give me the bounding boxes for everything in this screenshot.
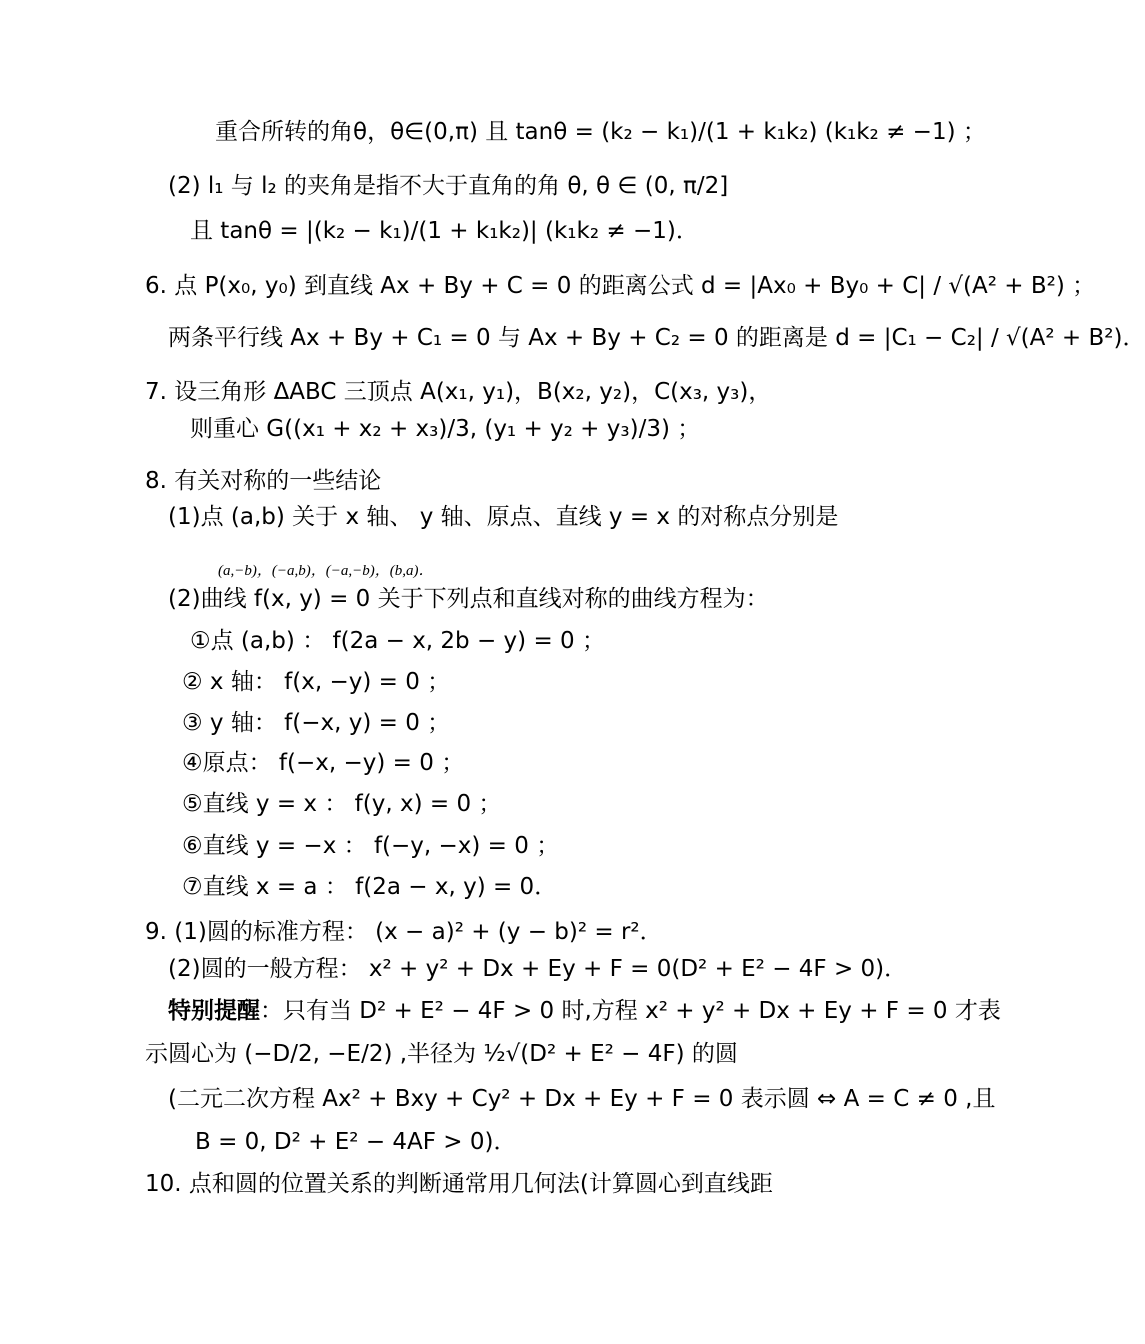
line-sym-y-axis: ③ y 轴： f(−x, y) = 0 ； <box>182 710 451 736</box>
line-quadratic-conditions: B = 0, D² + E² − 4AF > 0)． <box>195 1129 517 1155</box>
line-sym-y-eq-x: ⑤直线 y = x ： f(y, x) = 0 ； <box>182 791 502 817</box>
line-angle-range: 重合所转的角θ，θ∈(0,π) 且 tanθ = (k₂ − k₁)/(1 + k₁k₂) (k₁k₂ ≠ −1) ； <box>215 119 986 145</box>
line-included-angle: (2) l₁ 与 l₂ 的夹角是指不大于直角的角 θ, θ ∈ (0, π/2] <box>168 173 729 199</box>
line-sym-x-eq-a: ⑦直线 x = a ： f(2a − x, y) = 0． <box>182 874 558 900</box>
line-sym-origin: ④原点： f(−x, −y) = 0 ； <box>182 750 465 776</box>
line-included-angle-tan: 且 tanθ = |(k₂ − k₁)/(1 + k₁k₂)| (k₁k₂ ≠ −1)． <box>190 218 699 244</box>
line-triangle-vertices: 7. 设三角形 ΔABC 三顶点 A(x₁, y₁)，B(x₂, y₂)，C(x₃, y₃)， <box>145 379 772 405</box>
line-quadratic-circle: (二元二次方程 Ax² + Bxy + Cy² + Dx + Ey + F = 0 表示圆 ⇔ A = C ≠ 0 ,且 <box>168 1086 996 1112</box>
line-point-symmetry-results: (a,−b)，(−a,b)，(−a,−b)，(b,a)． <box>218 563 434 579</box>
line-circle-general: (2)圆的一般方程： x² + y² + Dx + Ey + F = 0(D² + E² − 4F > 0)． <box>168 956 908 982</box>
line-sym-y-eq-neg-x: ⑥直线 y = −x ： f(−y, −x) = 0 ； <box>182 833 560 859</box>
line-curve-symmetry: (2)曲线 f(x, y) = 0 关于下列点和直线对称的曲线方程为： <box>168 586 769 612</box>
line-parallel-distance: 两条平行线 Ax + By + C₁ = 0 与 Ax + By + C₂ = 0 的距离是 d = |C₁ − C₂| / √(A² + B²)． <box>168 325 1145 351</box>
line-point-line-distance: 6. 点 P(x₀, y₀) 到直线 Ax + By + C = 0 的距离公式 d = |Ax₀ + By₀ + C| / √(A² + B²) ； <box>145 273 1096 299</box>
line-point-circle-relation: 10. 点和圆的位置关系的判断通常用几何法(计算圆心到直线距 <box>145 1171 773 1197</box>
line-symmetry-heading: 8. 有关对称的一些结论 <box>145 468 382 494</box>
line-point-symmetry: (1)点 (a,b) 关于 x 轴、 y 轴、原点、直线 y = x 的对称点分别是 <box>168 504 839 530</box>
line-circle-standard: 9. (1)圆的标准方程： (x − a)² + (y − b)² = r²． <box>145 919 663 945</box>
line-circle-center-radius: 示圆心为 (−D/2, −E/2) ,半径为 ½√(D² + E² − 4F) 的圆 <box>145 1041 738 1067</box>
line-sym-point: ①点 (a,b) ： f(2a − x, 2b − y) = 0 ； <box>190 628 605 654</box>
line-special-note: 特别提醒：只有当 D² + E² − 4F > 0 时,方程 x² + y² + Dx + Ey + F = 0 才表 <box>168 998 1001 1024</box>
line-sym-x-axis: ② x 轴： f(x, −y) = 0 ； <box>182 669 451 695</box>
line-centroid: 则重心 G((x₁ + x₂ + x₃)/3, (y₁ + y₂ + y₃)/3) ； <box>190 416 701 442</box>
